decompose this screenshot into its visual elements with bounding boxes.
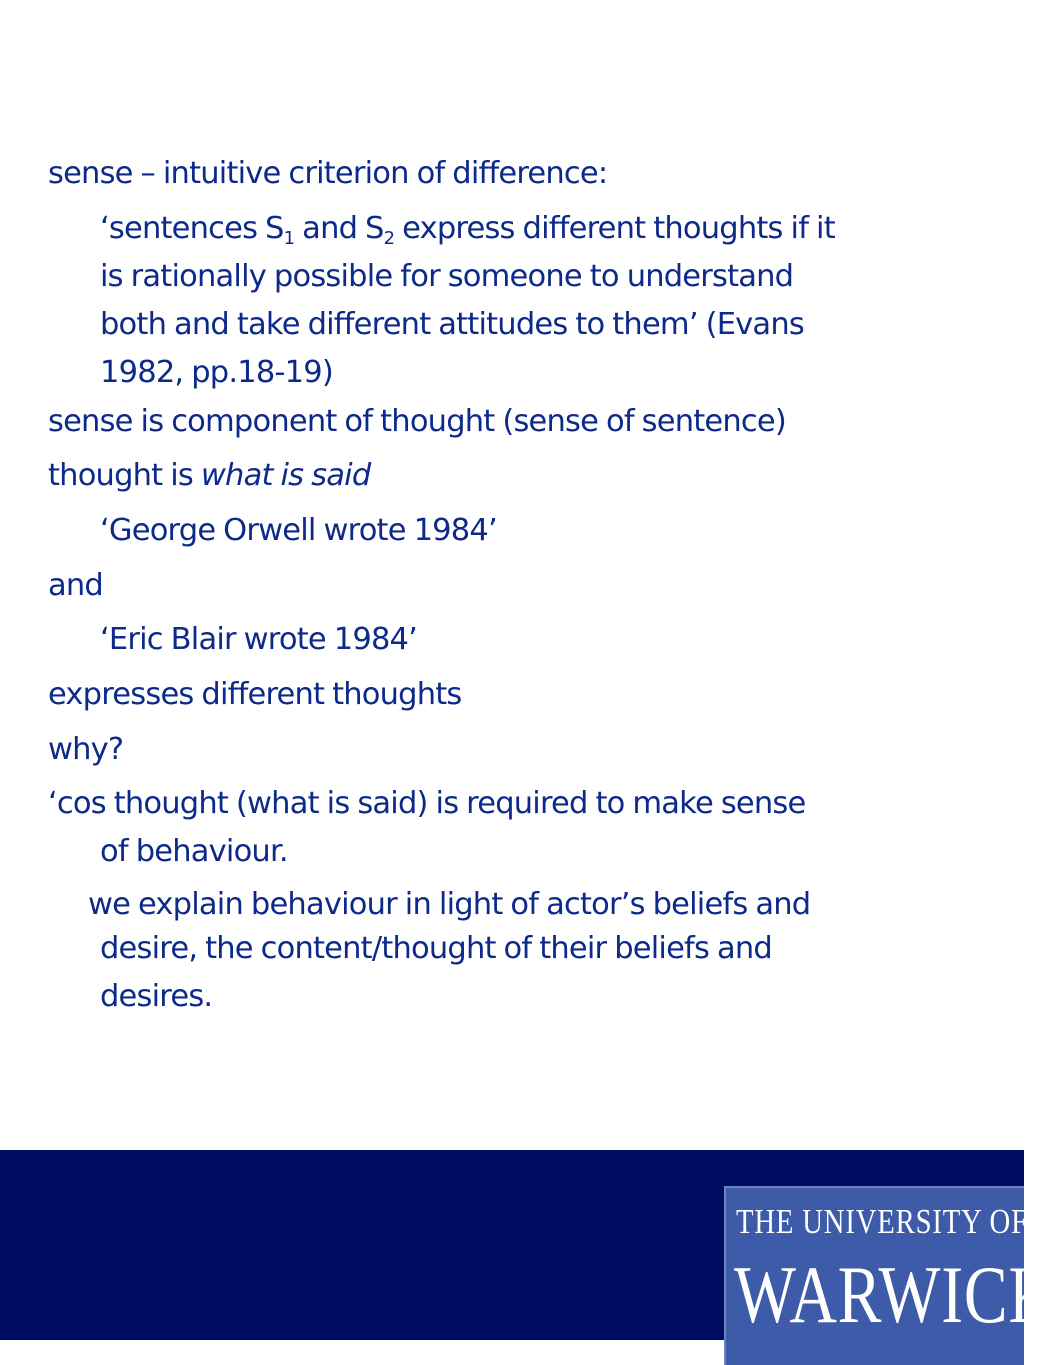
quote-text: express different thoughts if it <box>394 211 835 246</box>
line-we-explain-3: desires. <box>100 979 213 1014</box>
example-eric-blair: ‘Eric Blair wrote 1984’ <box>100 622 418 657</box>
line-cos-thought-2: of behaviour. <box>100 834 288 869</box>
subscript-2: 2 <box>383 228 395 249</box>
line-expresses-different: expresses different thoughts <box>48 677 462 712</box>
subscript-1: 1 <box>283 228 295 249</box>
line-we-explain-2: desire, the content/thought of their beliefs and <box>100 931 772 966</box>
line-why: why? <box>48 732 124 767</box>
quote-evans-line-3: both and take different attitudes to them’ (Evans <box>100 307 804 342</box>
what-is-said-emphasis: what is said <box>200 458 371 493</box>
thought-is-text: thought is <box>48 458 201 493</box>
line-sense-criterion: sense – intuitive criterion of difference: <box>48 156 608 191</box>
quote-text: ‘sentences S <box>100 211 284 246</box>
line-we-explain-1: we explain behaviour in light of actor’s beliefs and <box>88 887 811 922</box>
quote-text: and S <box>294 211 384 246</box>
quote-evans-line-2: is rationally possible for someone to understand <box>100 259 794 294</box>
line-sense-component: sense is component of thought (sense of sentence) <box>48 404 786 439</box>
university-logo <box>724 1186 1057 1365</box>
logo-warwick: WARWICK <box>734 1249 1057 1340</box>
quote-evans-line-1 <box>100 205 835 253</box>
line-thought-is <box>48 452 370 500</box>
line-and: and <box>48 568 103 603</box>
logo-university-of: THE UNIVERSITY OF <box>736 1202 1028 1241</box>
quote-evans-line-4: 1982, pp.18-19) <box>100 355 333 390</box>
line-cos-thought-1: ‘cos thought (what is said) is required to make sense <box>48 786 806 821</box>
example-george-orwell: ‘George Orwell wrote 1984’ <box>100 513 497 548</box>
